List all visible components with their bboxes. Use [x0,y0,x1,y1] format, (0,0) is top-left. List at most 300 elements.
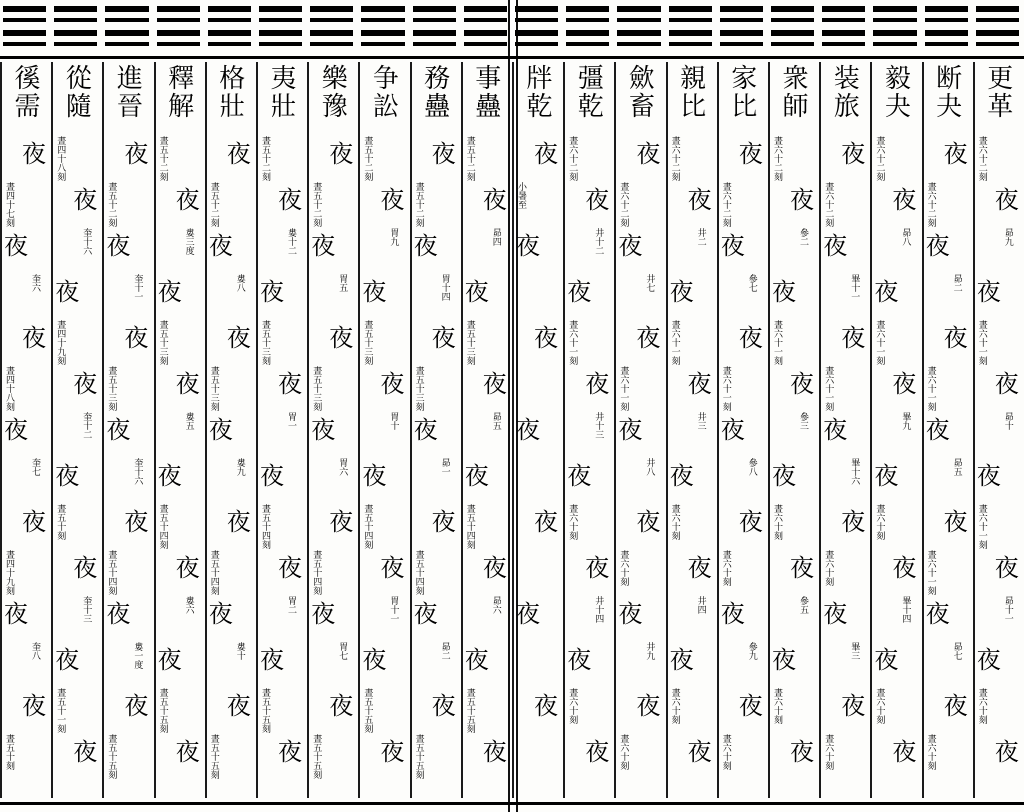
night-mark: 夜 [329,324,354,352]
night-mark: 夜 [208,600,233,628]
header-rule [976,18,1019,22]
day-length-note: 晝五十二刻 [157,136,168,181]
hexagram-name: 徯需 [10,64,40,120]
header-rule [208,30,251,36]
header-rule [3,30,46,36]
day-length-note: 晝五十三刻 [157,320,168,365]
header-rule [413,30,456,36]
day-length-note: 晝五十五刻 [208,734,219,779]
night-mark: 夜 [175,186,200,214]
hexagram-name: 事蠱 [470,64,501,120]
night-mark: 夜 [772,278,796,306]
day-length-note: 晝六十刻 [925,734,936,770]
header-rule [822,30,865,36]
night-mark: 夜 [772,462,796,490]
night-mark: 夜 [636,692,661,720]
day-length-note: 參八 [746,458,757,476]
night-mark: 夜 [823,232,848,260]
night-mark: 夜 [208,232,233,260]
night-mark: 夜 [175,738,200,766]
header-rule [873,6,916,12]
header-rule [413,6,456,12]
night-mark: 夜 [618,600,643,628]
day-length-note: 晝六十刻 [669,688,680,724]
night-mark: 夜 [925,416,950,444]
night-mark: 夜 [687,738,712,766]
day-length-note: 畢十一 [849,274,860,301]
night-mark: 夜 [260,278,284,306]
header-rule [361,18,404,22]
night-mark: 夜 [329,692,354,720]
night-mark: 夜 [994,554,1019,582]
day-length-note: 晝六十二刻 [976,136,987,181]
day-length-note: 晝六十刻 [976,688,987,724]
night-mark: 夜 [73,370,98,398]
day-length-note: 井二 [695,228,706,246]
night-mark: 夜 [482,186,507,214]
header-rule [413,42,456,46]
day-length-note: 奎十六 [132,458,143,485]
hexagram-name: 衆師 [778,64,808,120]
night-mark: 夜 [738,140,763,168]
header-rule [873,42,916,46]
night-mark: 夜 [976,462,1001,490]
night-mark: 夜 [362,278,387,306]
day-length-note: 參三 [798,412,808,430]
bottom-border [0,802,1024,805]
column-rule [614,62,616,798]
day-length-note: 婁六 [183,596,194,614]
hexagram-name: 務蠱 [419,64,450,120]
night-mark: 夜 [73,738,98,766]
day-length-note: 晝四十九刻 [55,320,66,365]
day-length-note: 奎六 [30,274,40,292]
day-length-note: 晝六十一刻 [874,320,885,365]
night-mark: 夜 [687,186,712,214]
day-length-note: 晝六十刻 [720,550,731,586]
day-length-note: 晝四十八刻 [4,366,14,411]
day-length-note: 晝六十一刻 [925,366,936,411]
night-mark: 夜 [106,232,131,260]
column-rule [154,62,156,798]
night-mark: 夜 [516,600,540,628]
column-rule [0,62,2,798]
night-mark: 夜 [157,278,182,306]
day-length-note: 晝五十二刻 [311,182,322,227]
night-mark: 夜 [55,646,80,674]
day-length-note: 昴九 [1002,228,1013,246]
header-rule [566,30,609,36]
column-rule [205,62,207,798]
hexagram-name: 親比 [675,64,706,120]
day-length-note: 晝五十五刻 [464,688,475,733]
night-mark: 夜 [567,462,592,490]
column-rule [512,62,514,798]
header-rule [822,42,865,46]
header-rule [515,18,558,22]
night-mark: 夜 [226,692,251,720]
hexagram-name: 釋解 [163,64,194,120]
night-mark: 夜 [124,140,149,168]
day-length-note: 晝六十一刻 [669,320,680,365]
night-mark: 夜 [516,416,540,444]
night-mark: 夜 [22,692,46,720]
night-mark: 夜 [636,508,661,536]
night-mark: 夜 [329,508,354,536]
night-mark: 夜 [4,416,28,444]
night-mark: 夜 [892,554,917,582]
night-mark: 夜 [73,554,98,582]
column-rule [666,62,668,798]
day-length-note: 晝五十二刻 [106,182,117,227]
day-length-note: 晝五十五刻 [106,734,117,779]
hexagram-name: 更革 [982,64,1013,120]
day-length-note: 畢十六 [849,458,860,485]
header-rule [259,18,302,22]
column-rule [922,62,924,798]
day-length-note: 胃七 [337,642,348,660]
night-mark: 夜 [106,416,131,444]
day-length-note: 井十二 [593,228,604,255]
day-length-note: 婁一度 [132,642,143,669]
night-mark: 夜 [431,324,456,352]
day-length-note: 晝六十一刻 [823,366,834,411]
night-mark: 夜 [994,738,1019,766]
column-rule [307,62,309,798]
hexagram-name: 毅夬 [880,64,911,120]
night-mark: 夜 [720,416,745,444]
night-mark: 夜 [380,738,405,766]
header-rule [54,42,97,46]
day-length-note: 晝六十一刻 [925,550,936,595]
column-rule [102,62,104,798]
night-mark: 夜 [738,324,763,352]
day-length-note: 晝六十二刻 [567,136,578,181]
day-length-note: 晝六十一刻 [976,504,987,549]
header-rule [464,18,507,22]
day-length-note: 婁十二 [286,228,296,255]
night-mark: 夜 [720,600,745,628]
hexagram-name: 牉乾 [522,64,552,120]
day-length-note: 婁十 [234,642,245,660]
day-length-note: 晝六十一刻 [567,320,578,365]
day-length-note: 井十四 [593,596,604,623]
day-length-note: 胃一 [286,412,296,430]
day-length-note: 胃十四 [439,274,450,301]
day-length-note: 晝五十四刻 [464,504,475,549]
header-rule [105,42,148,46]
header-rule [464,6,507,12]
day-length-note: 晝五十三刻 [362,320,373,365]
day-length-note: 奎十三 [81,596,92,623]
header-rule [157,42,200,46]
hexagram-name: 家比 [726,64,757,120]
day-length-note: 晝五十四刻 [106,550,117,595]
day-length-note: 晝五十五刻 [311,734,322,779]
header-rule [310,18,353,22]
header-rule [669,6,712,12]
header-rule [208,18,251,22]
day-length-note: 晝六十二刻 [618,182,629,227]
header-rule [54,18,97,22]
night-mark: 夜 [790,186,814,214]
night-mark: 夜 [636,324,661,352]
night-mark: 夜 [585,370,610,398]
night-mark: 夜 [892,738,917,766]
header-rule [515,6,558,12]
header-rule [617,6,660,12]
day-length-note: 井十三 [593,412,604,439]
column-rule [256,62,258,798]
header-rule [617,18,660,22]
day-length-note: 晝六十刻 [567,504,578,540]
day-length-note: 晝五十四刻 [260,504,270,549]
day-length-note: 晝六十刻 [720,734,731,770]
day-length-note: 昴四 [490,228,501,246]
header-rule [669,18,712,22]
night-mark: 夜 [226,324,251,352]
night-mark: 夜 [687,554,712,582]
header-rule [515,30,558,36]
day-length-note: 晝五十二刻 [260,136,270,181]
header-rule [617,42,660,46]
night-mark: 夜 [772,646,796,674]
night-mark: 夜 [790,554,814,582]
header-rule [617,30,660,36]
day-length-note: 晝五十三刻 [260,320,270,365]
header-rule [157,6,200,12]
night-mark: 夜 [413,232,438,260]
night-mark: 夜 [943,324,968,352]
day-length-note: 晝五十四刻 [311,550,322,595]
night-mark: 夜 [73,186,98,214]
night-mark: 夜 [278,186,302,214]
night-mark: 夜 [567,646,592,674]
night-mark: 夜 [362,646,387,674]
day-length-note: 昴五 [951,458,962,476]
day-length-note: 晝六十二刻 [823,182,834,227]
header-rule [105,6,148,12]
night-mark: 夜 [874,646,899,674]
day-length-note: 昴七 [951,642,962,660]
night-mark: 夜 [106,600,131,628]
night-mark: 夜 [464,646,489,674]
header-rule [54,6,97,12]
day-length-note: 昴十 [1002,412,1013,430]
day-length-note: 晝五十二刻 [464,136,475,181]
header-rule [976,42,1019,46]
day-length-note: 參五 [798,596,808,614]
day-length-note: 晝六十一刻 [976,320,987,365]
day-length-note: 晝五十三刻 [413,366,424,411]
hexagram-name: 進晉 [112,64,143,120]
header-rule [361,6,404,12]
header-rule [259,42,302,46]
night-mark: 夜 [892,370,917,398]
night-mark: 夜 [874,278,899,306]
night-mark: 夜 [4,232,28,260]
day-length-note: 井三 [695,412,706,430]
day-length-note: 井八 [644,458,655,476]
night-mark: 夜 [311,416,336,444]
day-length-note: 奎十一 [132,274,143,301]
day-length-note: 胃十 [388,412,399,430]
day-length-note: 胃二 [286,596,296,614]
day-length-note: 昴一 [439,458,450,476]
night-mark: 夜 [55,462,80,490]
day-length-note: 井九 [644,642,655,660]
top-border [0,56,1024,59]
column-rule [51,62,53,798]
night-mark: 夜 [362,462,387,490]
night-mark: 夜 [464,278,489,306]
night-mark: 夜 [124,324,149,352]
day-length-note: 晝五十二刻 [413,182,424,227]
night-mark: 夜 [943,140,968,168]
day-length-note: 晝六十刻 [772,504,782,540]
header-rule [771,6,814,12]
header-rule [925,42,968,46]
day-length-note: 晝六十刻 [618,734,629,770]
day-length-note: 晝五十五刻 [157,688,168,733]
header-rule [310,30,353,36]
night-mark: 夜 [175,554,200,582]
day-length-note: 小暑至 [516,182,526,209]
header-rule [771,18,814,22]
night-mark: 夜 [380,186,405,214]
header-rule [464,30,507,36]
night-mark: 夜 [482,554,507,582]
header-rule [720,6,763,12]
header-rule [54,30,97,36]
hexagram-name: 歛畜 [624,64,655,120]
night-mark: 夜 [618,416,643,444]
column-rule [410,62,412,798]
night-mark: 夜 [994,186,1019,214]
day-length-note: 昴十一 [1002,596,1013,623]
night-mark: 夜 [534,140,558,168]
day-length-note: 晝六十刻 [823,550,834,586]
day-length-note: 畢三 [849,642,860,660]
night-mark: 夜 [516,232,540,260]
header-rule [464,42,507,46]
day-length-note: 晝六十刻 [823,734,834,770]
night-mark: 夜 [124,508,149,536]
header-rule [566,18,609,22]
header-rule [873,30,916,36]
header-rule [310,42,353,46]
day-length-note: 胃九 [388,228,399,246]
day-length-note: 畢十四 [900,596,911,623]
header-rule [3,42,46,46]
night-mark: 夜 [464,462,489,490]
header-rule [771,42,814,46]
day-length-note: 晝六十二刻 [669,136,680,181]
night-mark: 夜 [943,508,968,536]
hexagram-name: 彊乾 [573,64,604,120]
night-mark: 夜 [380,370,405,398]
night-mark: 夜 [669,462,694,490]
header-rule [720,30,763,36]
day-length-note: 晝六十一刻 [772,320,782,365]
night-mark: 夜 [482,370,507,398]
day-length-note: 晝六十二刻 [925,182,936,227]
day-length-note: 晝五十一刻 [55,688,66,733]
day-length-note: 婁五 [183,412,194,430]
night-mark: 夜 [260,646,284,674]
day-length-note: 晝六十一刻 [720,366,731,411]
day-length-note: 晝五十三刻 [106,366,117,411]
day-length-note: 晝五十刻 [4,734,14,770]
header-rule [925,30,968,36]
night-mark: 夜 [841,692,866,720]
header-rule [669,42,712,46]
night-mark: 夜 [175,370,200,398]
night-mark: 夜 [278,554,302,582]
column-rule [358,62,360,798]
day-length-note: 晝四十九刻 [4,550,14,595]
header-rule [259,30,302,36]
header-rule [361,30,404,36]
day-length-note: 晝六十刻 [874,504,885,540]
night-mark: 夜 [431,508,456,536]
header-rule [925,18,968,22]
night-mark: 夜 [823,416,848,444]
day-length-note: 晝六十二刻 [720,182,731,227]
header-rule [208,42,251,46]
day-length-note: 晝五十五刻 [362,688,373,733]
night-mark: 夜 [790,370,814,398]
day-length-note: 婁八 [234,274,245,292]
night-mark: 夜 [841,324,866,352]
night-mark: 夜 [226,508,251,536]
night-mark: 夜 [380,554,405,582]
day-length-note: 晝四十七刻 [4,182,14,227]
header-rule [976,6,1019,12]
night-mark: 夜 [22,324,46,352]
night-mark: 夜 [790,738,814,766]
header-rule [566,6,609,12]
header-rule [720,18,763,22]
hexagram-name: 断夬 [931,64,962,120]
night-mark: 夜 [585,554,610,582]
header-rule [208,6,251,12]
night-mark: 夜 [534,324,558,352]
night-mark: 夜 [311,600,336,628]
day-length-note: 晝五十刻 [55,504,66,540]
header-rule [925,6,968,12]
night-mark: 夜 [278,370,302,398]
column-rule [870,62,872,798]
night-mark: 夜 [669,646,694,674]
night-mark: 夜 [226,140,251,168]
header-rule [361,42,404,46]
day-length-note: 晝六十二刻 [874,136,885,181]
header-rule [157,30,200,36]
hexagram-name: 樂豫 [317,64,348,120]
header-rule [976,30,1019,36]
night-mark: 夜 [22,140,46,168]
day-length-note: 晝五十四刻 [362,504,373,549]
day-length-note: 參九 [746,642,757,660]
night-mark: 夜 [482,738,507,766]
day-length-note: 晝五十三刻 [464,320,475,365]
night-mark: 夜 [925,600,950,628]
day-length-note: 婁九 [234,458,245,476]
night-mark: 夜 [823,600,848,628]
day-length-note: 晝六十二刻 [772,136,782,181]
night-mark: 夜 [841,508,866,536]
